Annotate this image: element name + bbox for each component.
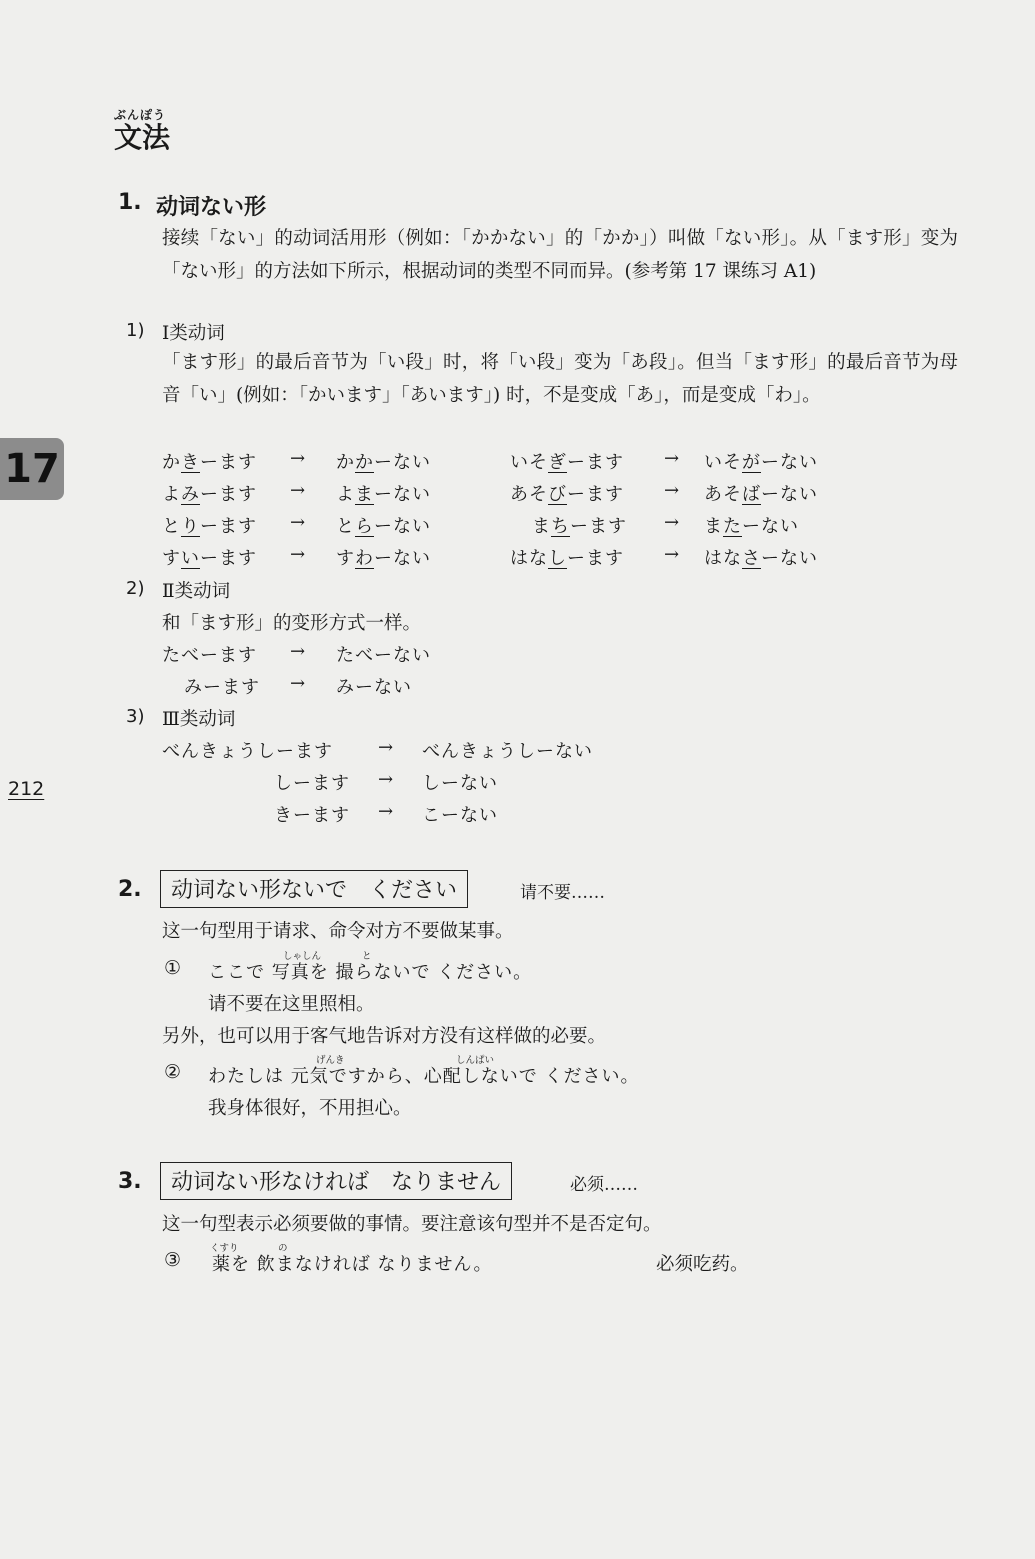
table-row: よまーない xyxy=(336,484,431,505)
page-number: 212 xyxy=(8,778,45,800)
section1-paragraph: 接续「ない」的动词活用形（例如：「かかない」的「かか」）叫做「ない形」。从「ます形」变为「ない形」的方法如下所示，根据动词的类型不同而异。(参考第 17 课练习 A1) xyxy=(162,228,958,282)
furigana: げんき xyxy=(316,1055,345,1066)
furigana: しゃしん xyxy=(283,951,322,962)
example-mark: ③ xyxy=(164,1249,182,1271)
page-title xyxy=(114,108,170,154)
chapter-tab: 17 xyxy=(0,438,64,500)
arrow-icon: → xyxy=(664,544,680,565)
table-row: しーます xyxy=(274,773,350,794)
table-row: みーない xyxy=(336,677,412,698)
title-ruby: ぶんぽう xyxy=(114,108,167,122)
table-row: あそばーない xyxy=(704,484,818,505)
section2-meaning: 请不要…… xyxy=(520,883,605,903)
arrow-icon: → xyxy=(378,737,394,758)
arrow-icon: → xyxy=(290,544,306,565)
table-row: きーます xyxy=(274,805,350,826)
furigana: と xyxy=(362,951,372,962)
table-row: べんきょうしーます xyxy=(162,741,333,762)
section3-meaning: 必须…… xyxy=(570,1175,638,1195)
section2-paragraph: 这一句型用于请求、命令对方不要做某事。 xyxy=(162,921,514,942)
furigana: しんぱい xyxy=(456,1055,495,1066)
section3-paragraph: 这一句型表示必须要做的事情。要注意该句型并不是否定句。 xyxy=(162,1214,662,1235)
table-row: とらーない xyxy=(336,516,431,537)
example-mark: ① xyxy=(164,957,182,979)
table-row: いそがーない xyxy=(704,452,818,473)
arrow-icon: → xyxy=(290,641,306,662)
section2-paragraph-2: 另外，也可以用于客气地告诉对方没有这样做的必要。 xyxy=(162,1026,607,1047)
sub1-paragraph: 「ます形」的最后音节为「い段」时，将「い段」变为「あ段」。但当「ます形」的最后音节为母音「い」(例如：「かいます」「あいます」) 时，不是变成「あ」，而是变成「わ」。 xyxy=(162,352,958,406)
example-translation: 请不要在这里照相。 xyxy=(208,994,375,1015)
section2-pattern-box: 动词ない形ないで ください xyxy=(160,870,468,908)
table-row: すわーない xyxy=(336,548,431,569)
arrow-icon: → xyxy=(378,769,394,790)
table-row: あそびーます xyxy=(510,484,624,505)
sub3-title: Ⅲ类动词 xyxy=(162,709,236,730)
table-row: はなしーます xyxy=(510,548,624,569)
table-row: たべーます xyxy=(162,645,257,666)
example-translation: 我身体很好，不用担心。 xyxy=(208,1098,412,1119)
example-translation: 必须吃药。 xyxy=(656,1254,749,1275)
arrow-icon: → xyxy=(290,480,306,501)
arrow-icon: → xyxy=(664,512,680,533)
furigana: くすり xyxy=(210,1243,239,1254)
arrow-icon: → xyxy=(290,448,306,469)
sub2-title: Ⅱ类动词 xyxy=(162,581,231,602)
furigana: の xyxy=(278,1243,288,1254)
table-row: たべーない xyxy=(336,645,431,666)
table-row: まちーます xyxy=(532,516,627,537)
table-row: いそぎーます xyxy=(510,452,624,473)
arrow-icon: → xyxy=(290,673,306,694)
table-row: みーます xyxy=(184,677,260,698)
section1-number: 1. xyxy=(118,190,142,215)
table-row: こーない xyxy=(422,805,498,826)
table-row: すいーます xyxy=(162,548,257,569)
title-text: 文法 xyxy=(114,121,171,154)
example-mark: ② xyxy=(164,1061,182,1083)
table-row: べんきょうしーない xyxy=(422,741,593,762)
example-sentence: わたしは 元気ですから、心配しないで ください。 xyxy=(208,1066,640,1087)
sub1-title: Ⅰ类动词 xyxy=(162,323,225,344)
sub1-number: 1) xyxy=(126,320,145,341)
section1-heading: 动词ない形 xyxy=(156,195,267,220)
table-row: かきーます xyxy=(162,452,257,473)
table-row: はなさーない xyxy=(704,548,818,569)
table-row: またーない xyxy=(704,516,799,537)
example-sentence: ここで 写真を 撮らないで ください。 xyxy=(208,962,533,983)
sub2-number: 2) xyxy=(126,578,145,599)
table-row: かかーない xyxy=(336,452,431,473)
arrow-icon: → xyxy=(378,801,394,822)
section3-number: 3. xyxy=(118,1169,142,1194)
arrow-icon: → xyxy=(664,480,680,501)
sub3-number: 3) xyxy=(126,706,145,727)
section2-number: 2. xyxy=(118,877,142,902)
section3-pattern-box: 动词ない形なければ なりません xyxy=(160,1162,512,1200)
arrow-icon: → xyxy=(290,512,306,533)
arrow-icon: → xyxy=(664,448,680,469)
table-row: よみーます xyxy=(162,484,257,505)
sub2-paragraph: 和「ます形」的变形方式一样。 xyxy=(162,613,422,634)
table-row: とりーます xyxy=(162,516,257,537)
table-row: しーない xyxy=(422,773,498,794)
example-sentence: 薬を 飲まなければ なりません。 xyxy=(212,1254,493,1275)
